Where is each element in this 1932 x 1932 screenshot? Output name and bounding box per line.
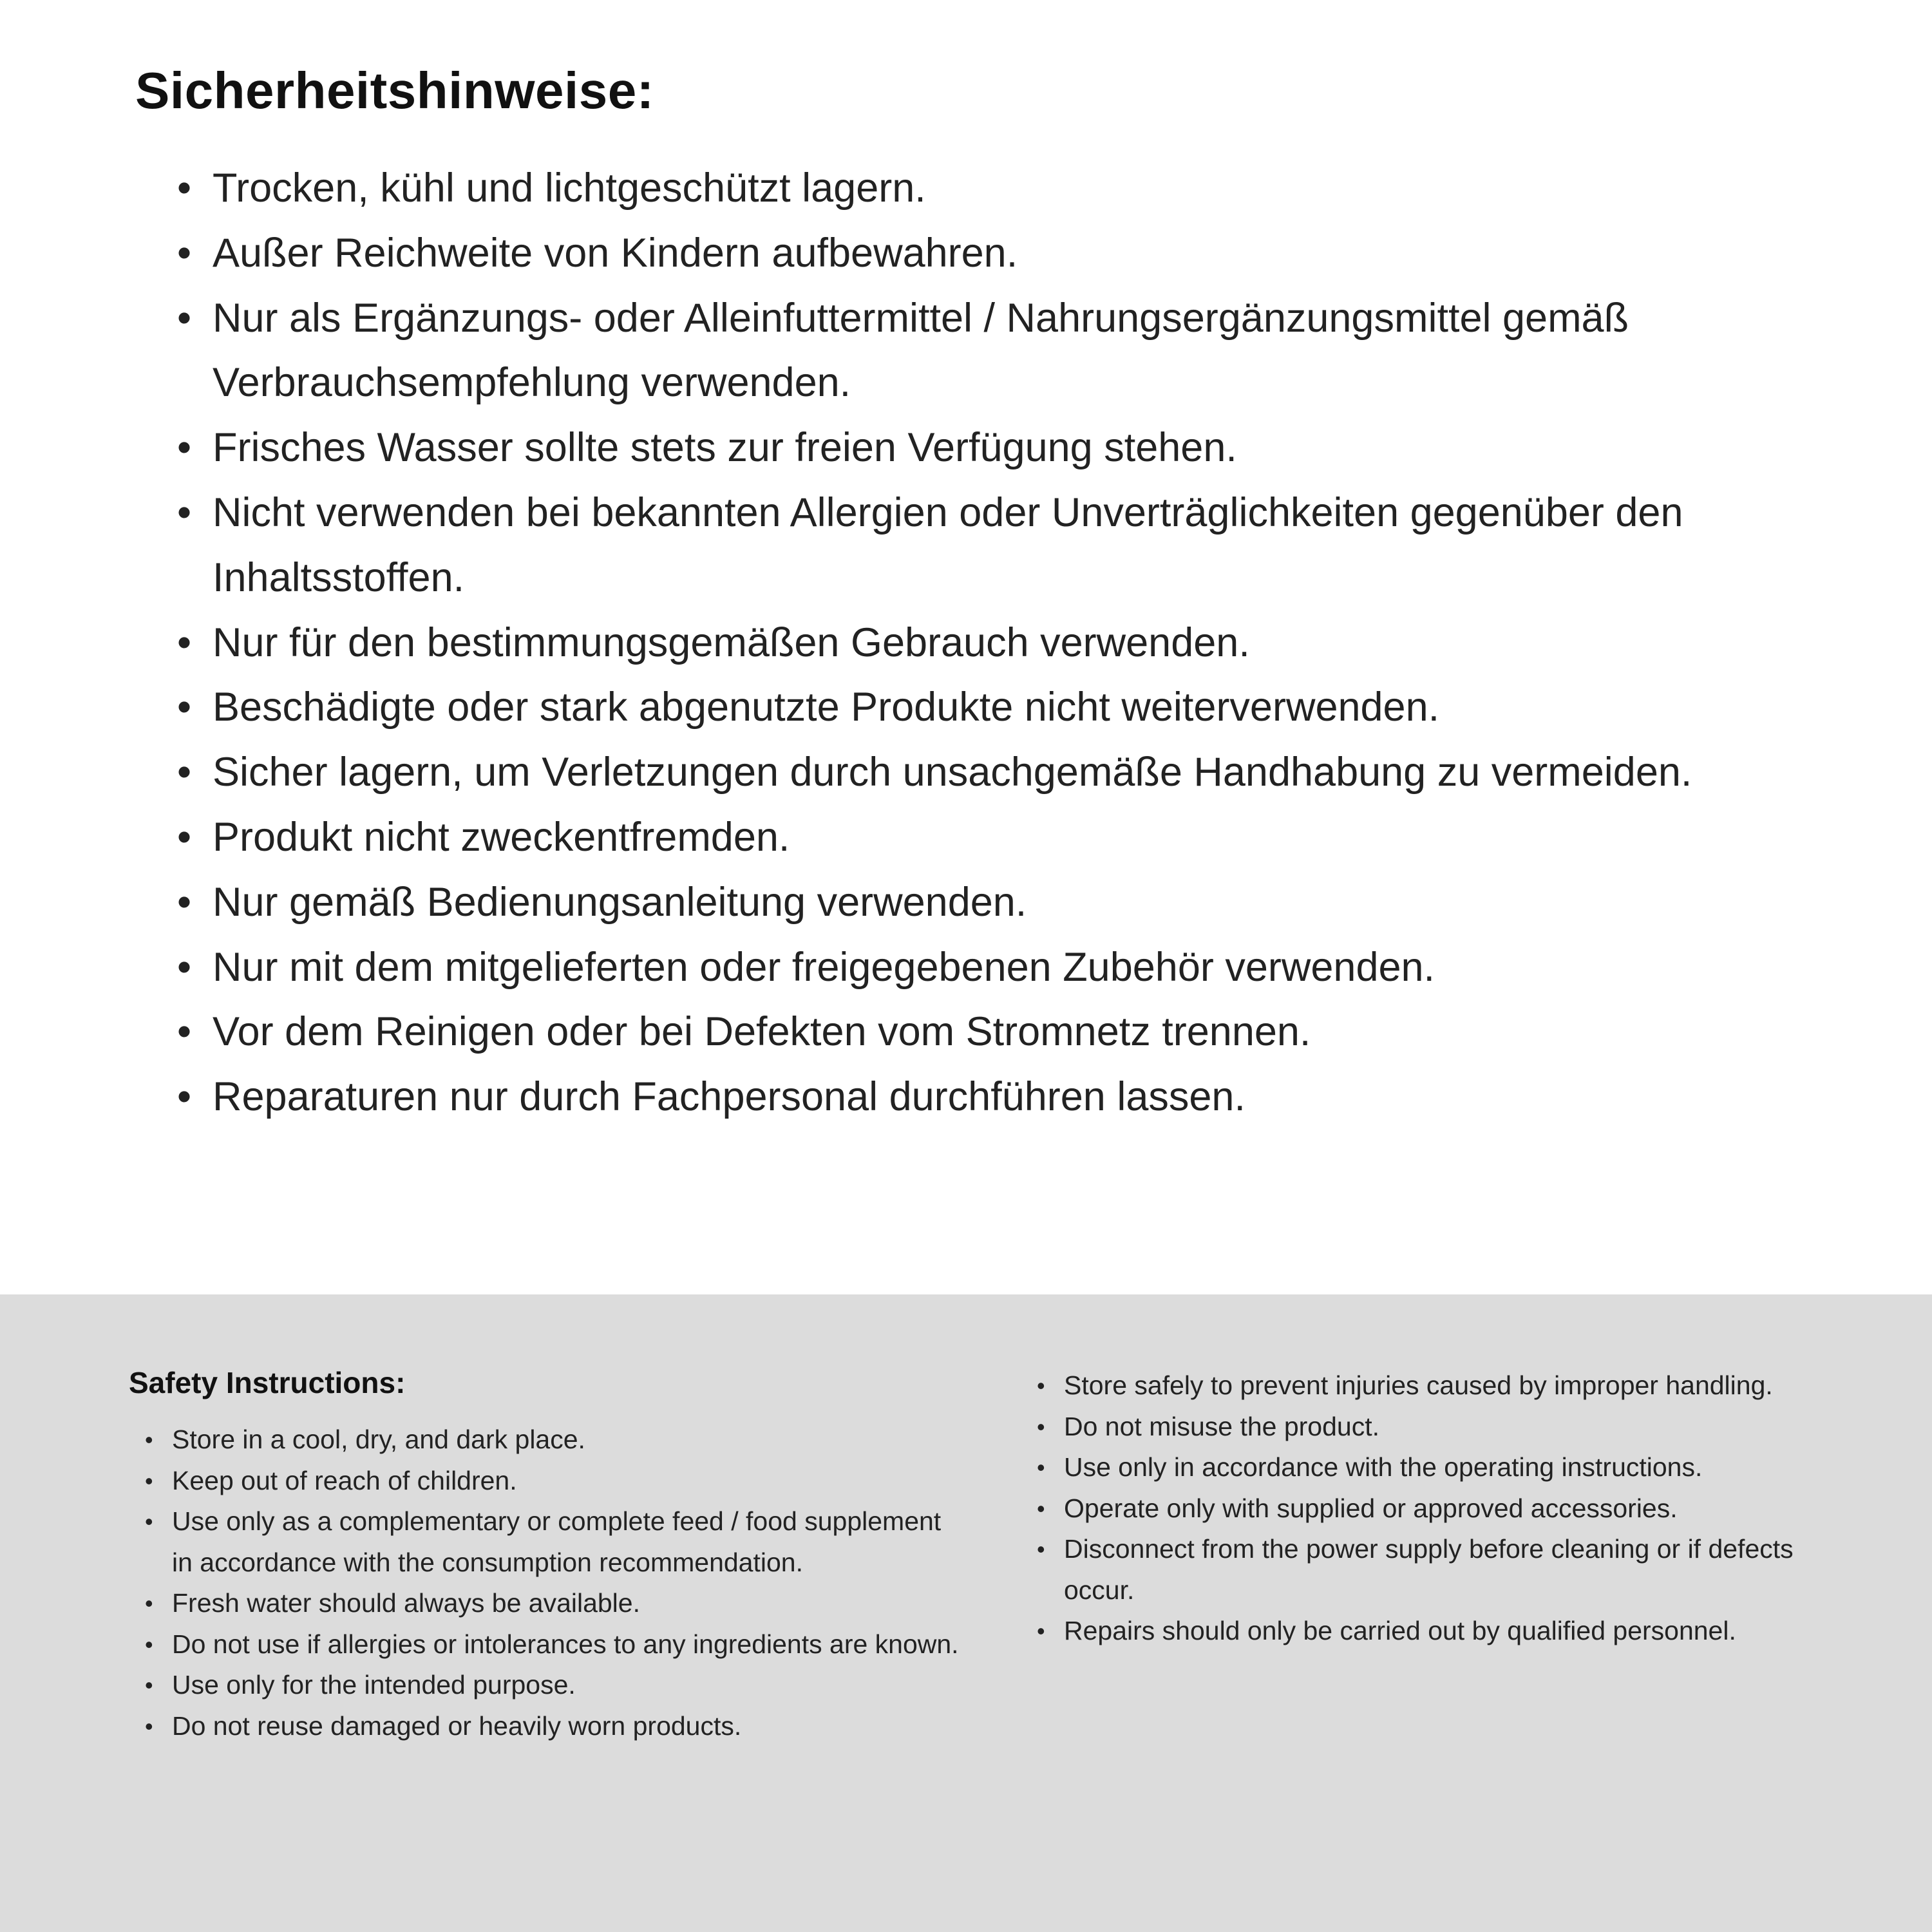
german-list-item: • Beschädigte oder stark abgenutzte Produkte nicht weiterverwenden. [177, 675, 1835, 740]
english-list-item: • Do not reuse damaged or heavily worn products. [145, 1706, 960, 1747]
german-list-item: • Außer Reichweite von Kindern aufbewahren. [177, 221, 1835, 286]
english-list-item: • Use only in accordance with the operating instructions. [1037, 1447, 1842, 1488]
german-title: Sicherheitshinweise: [135, 62, 654, 119]
german-list-item: • Nur als Ergänzungs- oder Alleinfuttermittel / Nahrungsergänzungsmittel gemäß Verbrauchsempfehlung verwenden. [177, 286, 1835, 416]
english-list-item: • Keep out of reach of children. [145, 1461, 960, 1502]
english-list-item: • Operate only with supplied or approved accessories. [1037, 1488, 1842, 1530]
english-left-list [129, 1419, 960, 1747]
german-list-item: • Nur für den bestimmungsgemäßen Gebrauch verwenden. [177, 611, 1835, 676]
english-title: Safety Instructions: [129, 1366, 406, 1399]
english-section [0, 1294, 1932, 1932]
german-list-item: • Nur gemäß Bedienungsanleitung verwenden. [177, 870, 1835, 935]
english-list-item: • Fresh water should always be available. [145, 1583, 960, 1624]
english-list-item: • Use only as a complementary or complete feed / food supplement in accordance with the consumption recommendation. [145, 1501, 960, 1583]
german-list-item: • Reparaturen nur durch Fachpersonal durchführen lassen. [177, 1065, 1835, 1130]
german-list-item: • Produkt nicht zweckentfremden. [177, 805, 1835, 870]
german-list-item: • Nur mit dem mitgelieferten oder freigegebenen Zubehör verwenden. [177, 935, 1835, 1000]
german-list-item: • Sicher lagern, um Verletzungen durch unsachgemäße Handhabung zu vermeiden. [177, 740, 1835, 805]
english-list-item: • Repairs should only be carried out by qualified personnel. [1037, 1611, 1842, 1652]
english-list-item: • Do not use if allergies or intolerances to any ingredients are known. [145, 1624, 960, 1665]
german-list-item: • Trocken, kühl und lichtgeschützt lagern. [177, 156, 1835, 221]
german-list-item: • Vor dem Reinigen oder bei Defekten vom Stromnetz trennen. [177, 999, 1835, 1065]
english-list-item: • Use only for the intended purpose. [145, 1665, 960, 1706]
english-list-item: • Do not misuse the product. [1037, 1406, 1842, 1448]
english-right-column [1037, 1365, 1842, 1932]
german-list-item: • Frisches Wasser sollte stets zur freien Verfügung stehen. [177, 415, 1835, 480]
german-list [135, 156, 1835, 1130]
german-list-item: • Nicht verwenden bei bekannten Allergien oder Unverträglichkeiten gegenüber den Inhaltsstoffen. [177, 480, 1835, 611]
english-list-item: • Disconnect from the power supply before cleaning or if defects occur. [1037, 1529, 1842, 1611]
english-list-item: • Store in a cool, dry, and dark place. [145, 1419, 960, 1461]
english-right-list [1037, 1365, 1842, 1652]
english-left-column [129, 1365, 960, 1932]
english-list-item: • Store safely to prevent injuries caused by improper handling. [1037, 1365, 1842, 1406]
